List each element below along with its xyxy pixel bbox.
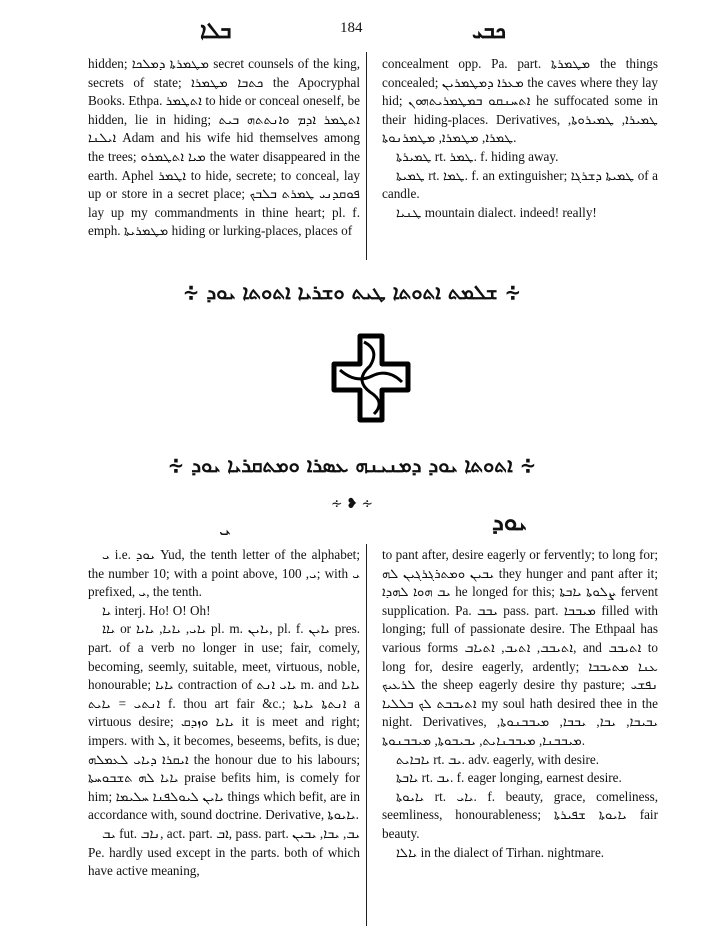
colophon-line: ∻ ܫܠܡܬ ܐܬܘܬܐ ܛܝܬ ܘܫܪܝܐ ܐܬܘܬܐ ܝܘܕ ∻ [182,280,522,304]
entry-paragraph: ܝܐܠܐ in the dialect of Tirhan. nightmare. [396,844,605,860]
ornament-dots: ∻ ❥ ∻ [330,497,374,512]
running-head-left: ܒܠܐ [200,18,232,43]
column-bottom-right [382,546,658,862]
entry-paragraph: ܝܐܒܐܝܬ rt. ܝܒ. adv. eagerly, with desire. [396,751,600,767]
column-top-left [88,55,360,241]
section-title-line: ∻ ܐܬܘܬܐ ܝܘܕ ܕܡܢܝܢܗ ܥܣܪܐ ܘܡܬܩܪܝܐ ܝܘܕ ∻ [167,453,537,477]
entry-paragraph: to pant after, desire eagerly or fervently; to long for; ܝܒܝܢ ܘܡܬܪܓܪܓܝܢ ܠܗ they hunger and pant after it; ܝܒ ܗܘܐ ܠܗܕܐ he longed for this; ܨܠܘܬܐ ܝܐܒܬܐ fervent supplication. Pa. ܝܒܒ pass. part. ܡܝܒܒܐ filled with longing; full of passionate desire. The Ethpaal has various forms ܐܬܝܒܒ, ܐܬܝܒ, ܐܬܝܐܒ, and ܐܬܝܒܒ to long for, desire eagerly, ardently; ܥܢܐ ܡܬܝܒܒܐ ܠܪܥܝܟ the sheep eagerly desire thy pasture; ܢܦܫܝ ܐܬܝܒܒܬ ܠܟ ܒܠܠܝܐ my soul hath desired thee in the night. Derivatives, ܝܒܝܒܐ, ܝܒܐ, ܝܒܒܐ, ܡܝܒܒܢܘܬܐ, ܡܝܒܒܢܐ, ܡܝܒܒܢܐܝܬ, ܝܒܝܒܘܬܐ, ܡܝܒܒܢܘܬܐ. [382,547,659,748]
column-divider-bottom [366,544,367,926]
entry-paragraph: ܝܐܒܬܐ rt. ܝܒ. f. eager longing, earnest desire. [396,770,622,786]
page-number: 184 [340,20,363,36]
entry-paragraph: ܝܐܐ or ܝܐܝ, ܝܐܝܐ, ܝܐܝܐ pl. m. ܝܐܝܢ, pl. f. ܝܐܝܢ pres. part. of a verb no longer in use; fair, comely, becoming, seemly, suitable, meet, virtuous, noble, honourable; ܝܐܝܐ contraction of ܝܐܝ ܐܢܬ m. and ܝܐܝܐ ܐܢܬܝ = ܝܐܝܬ f. thou art fair &c.; ܐܢܬܬܐ ܝܐܝܬܐ a virtuous desire; ܝܐܝܐ ܘܙܕܩ it is meet and right; impers. with ܠ, it becomes, beseems, befits, is due; ܐܝܩܪܐ ܕܝܐܝ ܠܥܡܠܗ the honour due to his labours; ܝܐܝܐ ܠܗ ܬܫܒܘܚܬܐ praise befits him, is comely for him; ܝܐܝܢ ܠܝܘܠܦܢܐ ܚܠܝܡܐ things which befit, are in accordance with, sound doctrine. Derivative, ܝܐܝܘܬܐ. [88,621,361,823]
entry-paragraph: ܝܐܝܘܬܐ rt. ܝܐܝ. f. beauty, grace, comeliness, seemliness, honourableness; ܝܐܝܘܬܐ ܫܦܝܪܬܐ fair beauty. [382,788,659,841]
running-head-right: ܟܒܝ [472,18,506,43]
entry-paragraph: ܝܐ interj. Ho! O! Oh! [102,602,211,618]
entry-paragraph: concealment opp. Pa. part. ܡܛܡܪܬܐ the things concealed; ܡܥܪܐ ܕܡܛܡܪܝܢ the caves where they lay hid; ܐܬܚܢܩܘ ܒܡܛܡܪܝܬܗܘܢ he suffocated some in their hiding-places. Derivatives, ܛܡܝܪܐ, ܛܡܝܪܘܬܐ, ܛܡܪܐ, ܡܛܡܪܐ, ܡܛܡܪܢܘܬܐ. [382,56,659,146]
page-header [0,18,704,48]
section-letter-left: ܝ [219,518,231,540]
entry-paragraph: ܝܒ fut. ܢܐܒ, act. part. ܐܒ, pass. part. ܝܒ, ܝܒܐ, ܝܒܝܢ Pe. hardly used except in the parts. both of which have active meaning, [88,825,360,879]
entry-paragraph: ܝ i.e. ܝܘܕ Yud, the tenth letter of the alphabet; the number 10; with a point above, ܝ, 100; with ܝ prefixed, ܝ, the tenth. [88,547,360,600]
entry-paragraph: ܛܡܝܬܐ rt. ܛܡܐ. f. an extinguisher; ܛܡܝܬܐ ܕܫܪܓܐ of a candle. [382,167,658,202]
ornamental-cross-icon [330,332,412,424]
column-top-right [382,55,658,222]
entry-paragraph: ܛܡܝܪܬܐ rt. ܛܡܪ. f. hiding away. [396,148,559,164]
column-divider-top [366,52,367,260]
entry-paragraph: ܛܢܝܐ mountain dialect. indeed! really! [396,204,597,220]
column-bottom-left [88,546,360,881]
section-letter-right: ܝܘܕ [492,510,527,536]
entry-paragraph: hidden; ܡܛܡܪܬܐ ܕܡܠܟܐ secret counsels of the king, secrets of state; ܟܬܒܐ ܡܛܡܪܐ the Apocryphal Books. Ethpa. ܐܬܛܡܪ to hide or conceal oneself, be hidden, lie in hiding; ܐܬܛܡܪ ܐܕܡ ܘܐܢܬܬܗ ܒܝܬ ܐܝܠܢܐ Adam and his wife hid themselves among the trees; ܡܝܐ ܐܬܛܡܪܘ the water disappeared in the earth. Aphel ܐܛܡܪ to hide, secrete; to conceal, lay up or store in a secret place; ܦܘܩܕܢܝ ܛܡܪܬ ܒܠܒܟ lay up my commandments in thine heart; pl. f. emph. ܡܛܡܪܝܬܐ hiding or lurking-places, places of [88,56,361,239]
